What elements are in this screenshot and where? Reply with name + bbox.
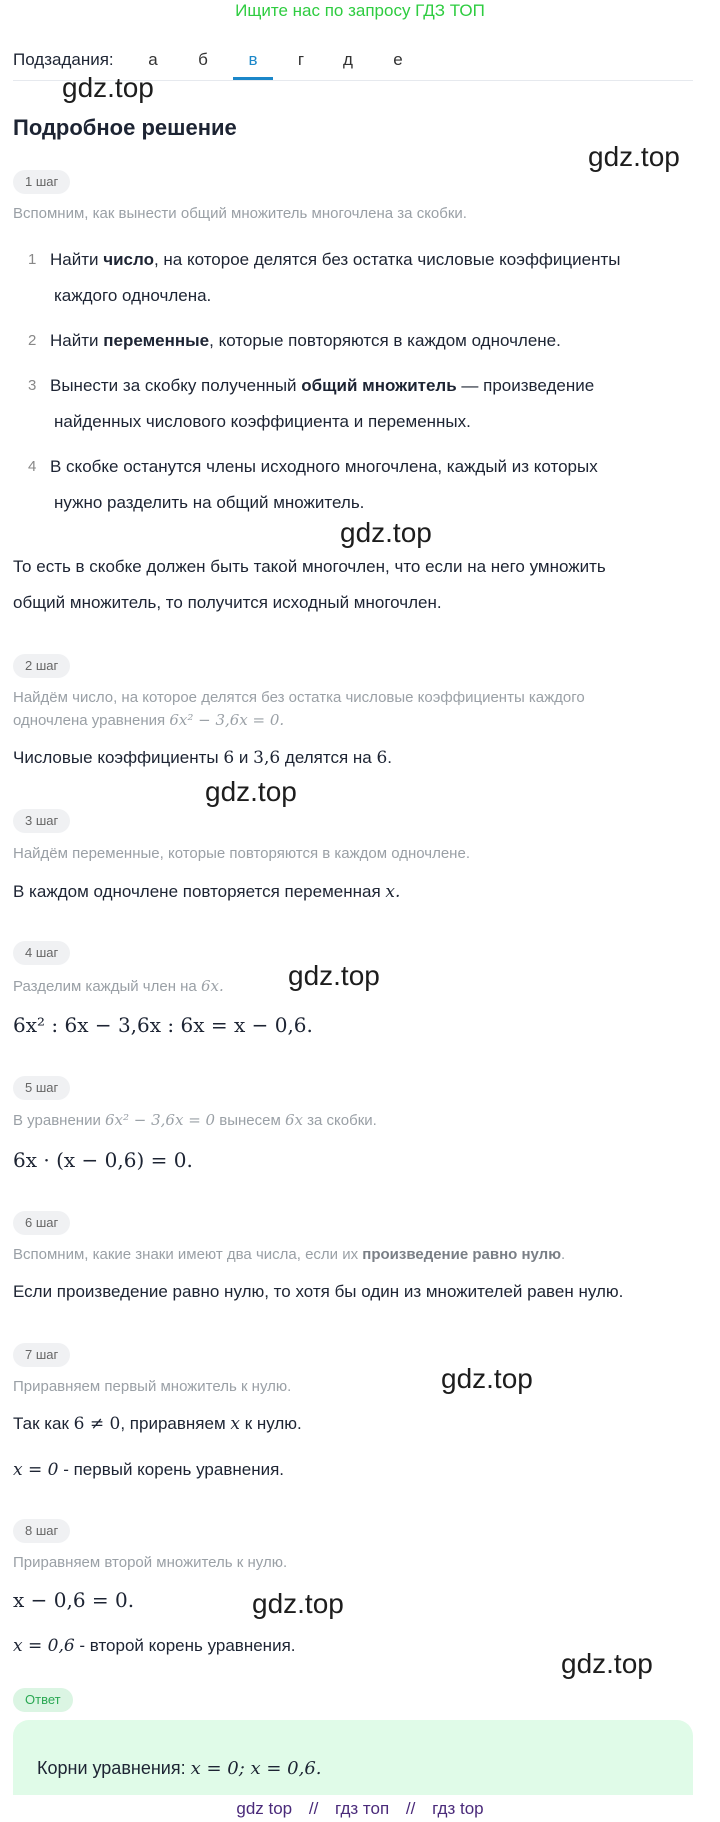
step-hint: Вспомним, как вынести общий множитель многочлена за скобки. — [13, 205, 467, 222]
list-text: , на которое делятся без остатка числовые коэффициенты — [153, 250, 621, 269]
footer-separator: // — [308, 1799, 319, 1818]
hint-text: за скобки. — [302, 1112, 377, 1129]
list-text: Найти — [50, 250, 104, 269]
equation: x − 0,6 = 0. — [13, 1588, 135, 1612]
tab-e[interactable]: е — [393, 50, 403, 69]
step-text: То есть в скобке должен быть такой многочлен, что если на него умножить — [13, 557, 606, 576]
equation: 6x² : 6x − 3,6x : 6x = x − 0,6. — [13, 1013, 313, 1037]
math-value: 3,6 — [253, 748, 281, 768]
list-text: Найти — [50, 331, 104, 350]
step-text — [13, 1452, 693, 1488]
watermark: gdz.top — [561, 1648, 653, 1679]
text-part: к нулю. — [239, 1414, 302, 1433]
text-part: - первый корень уравнения. — [58, 1460, 285, 1479]
step-hint — [13, 975, 693, 998]
hint-text: В уравнении — [13, 1112, 105, 1129]
hint-text: . — [561, 1246, 566, 1263]
watermark: gdz.top — [441, 1363, 533, 1394]
promo-banner: Ищите нас по запросу ГДЗ ТОП — [235, 1, 485, 20]
hint-equation: 6x. — [200, 977, 224, 995]
hint-equation: 6x² − 3,6x = 0 — [105, 1111, 216, 1129]
math-value: x = 0,6 — [13, 1636, 75, 1656]
tab-v[interactable]: в — [248, 50, 258, 69]
answer-text — [37, 1758, 322, 1779]
text-part: . — [387, 748, 392, 767]
list-number: 1 — [28, 251, 37, 268]
tab-d[interactable]: д — [343, 50, 353, 69]
step-hint — [13, 1109, 693, 1132]
step-badge: 6 шаг — [13, 1211, 70, 1235]
list-text: Вынести за скобку полученный — [50, 376, 302, 395]
step-hint: Приравняем второй множитель к нулю. — [13, 1554, 288, 1571]
step-badge: 5 шаг — [13, 1076, 70, 1100]
step-text — [13, 1406, 693, 1442]
step-hint — [13, 1244, 693, 1266]
hint-text: Разделим каждый член на — [13, 978, 201, 995]
hint-bold: произведение равно нулю — [362, 1246, 562, 1263]
text-part: и — [234, 748, 254, 767]
answer-badge: Ответ — [13, 1688, 73, 1712]
list-text: нужно разделить на общий множитель. — [54, 493, 365, 512]
answer-label: Корни уравнения: — [37, 1758, 191, 1778]
hint-text: Вспомним, какие знаки имеют два числа, если их — [13, 1246, 363, 1263]
watermark: gdz.top — [205, 776, 297, 807]
step-hint: Найдём переменные, которые повторяются в каждом одночлене. — [13, 845, 470, 862]
math-variable: x — [230, 1414, 240, 1434]
footer-link[interactable]: gdz top — [236, 1799, 293, 1818]
active-tab-indicator — [233, 77, 273, 80]
list-bold: общий множитель — [301, 376, 457, 395]
list-number: 3 — [28, 377, 37, 394]
list-text: В скобке останутся члены исходного многочлена, каждый из которых — [50, 457, 598, 476]
step-badge: 8 шаг — [13, 1519, 70, 1543]
math-value: 6 — [223, 748, 235, 768]
page-title: Подробное решение — [13, 115, 237, 140]
footer-links — [0, 1795, 720, 1822]
step-text: общий множитель, то получится исходный многочлен. — [13, 593, 442, 612]
text-part: - второй корень уравнения. — [74, 1636, 296, 1655]
hint-equation: 6x — [284, 1111, 303, 1129]
watermark: gdz.top — [288, 960, 380, 991]
text-part: делятся на — [280, 748, 377, 767]
answer-equation: x = 0; x = 0,6. — [190, 1758, 322, 1779]
watermark: gdz.top — [340, 517, 432, 548]
step-badge: 3 шаг — [13, 809, 70, 833]
step-text — [13, 1628, 693, 1664]
list-text: , которые повторяются в каждом одночлене. — [209, 331, 561, 350]
step-badge: 1 шаг — [13, 170, 70, 194]
text-part: Так как — [13, 1414, 74, 1433]
list-text: найденных числового коэффициента и переменных. — [54, 412, 471, 431]
watermark: gdz.top — [252, 1588, 344, 1619]
list-bold: переменные — [103, 331, 210, 350]
list-text: — произведение — [456, 376, 595, 395]
hint-equation: 6x² − 3,6x = 0. — [169, 711, 285, 729]
tab-a[interactable]: а — [148, 50, 158, 69]
step-badge: 2 шаг — [13, 654, 70, 678]
step-badge: 4 шаг — [13, 941, 70, 965]
step-hint — [13, 709, 693, 732]
step-text — [13, 740, 693, 776]
step-hint: Приравняем первый множитель к нулю. — [13, 1378, 292, 1395]
equation: 6x · (x − 0,6) = 0. — [13, 1148, 193, 1172]
step-text: Если произведение равно нулю, то хотя бы один из множителей равен нулю. — [13, 1282, 624, 1301]
math-value: 6 — [376, 748, 388, 768]
step-hint: Найдём число, на которое делятся без остатка числовые коэффициенты каждого — [13, 689, 585, 706]
footer-link[interactable]: гдз top — [432, 1799, 484, 1818]
text-part: , приравняем — [120, 1414, 231, 1433]
list-bold: число — [103, 250, 154, 269]
footer-separator: // — [405, 1799, 416, 1818]
hint-text: вынесем — [215, 1112, 285, 1129]
tab-g[interactable]: г — [297, 50, 305, 69]
tab-b[interactable]: б — [198, 50, 208, 69]
hint-text: одночлена уравнения — [13, 712, 170, 729]
math-value: 6 ≠ 0 — [73, 1414, 121, 1434]
list-number: 2 — [28, 332, 37, 349]
footer-link[interactable]: гдз топ — [335, 1799, 390, 1818]
step-text — [13, 874, 693, 910]
watermark: gdz.top — [62, 72, 154, 103]
subtask-label: Подзадания: — [13, 50, 114, 69]
text-part: Числовые коэффициенты — [13, 748, 224, 767]
math-variable: x. — [385, 882, 401, 902]
list-text: каждого одночлена. — [54, 286, 212, 305]
step-badge: 7 шаг — [13, 1343, 70, 1367]
text-part: В каждом одночлене повторяется переменная — [13, 882, 386, 901]
watermark: gdz.top — [588, 141, 680, 172]
math-value: x = 0 — [13, 1460, 59, 1480]
list-number: 4 — [28, 458, 37, 475]
